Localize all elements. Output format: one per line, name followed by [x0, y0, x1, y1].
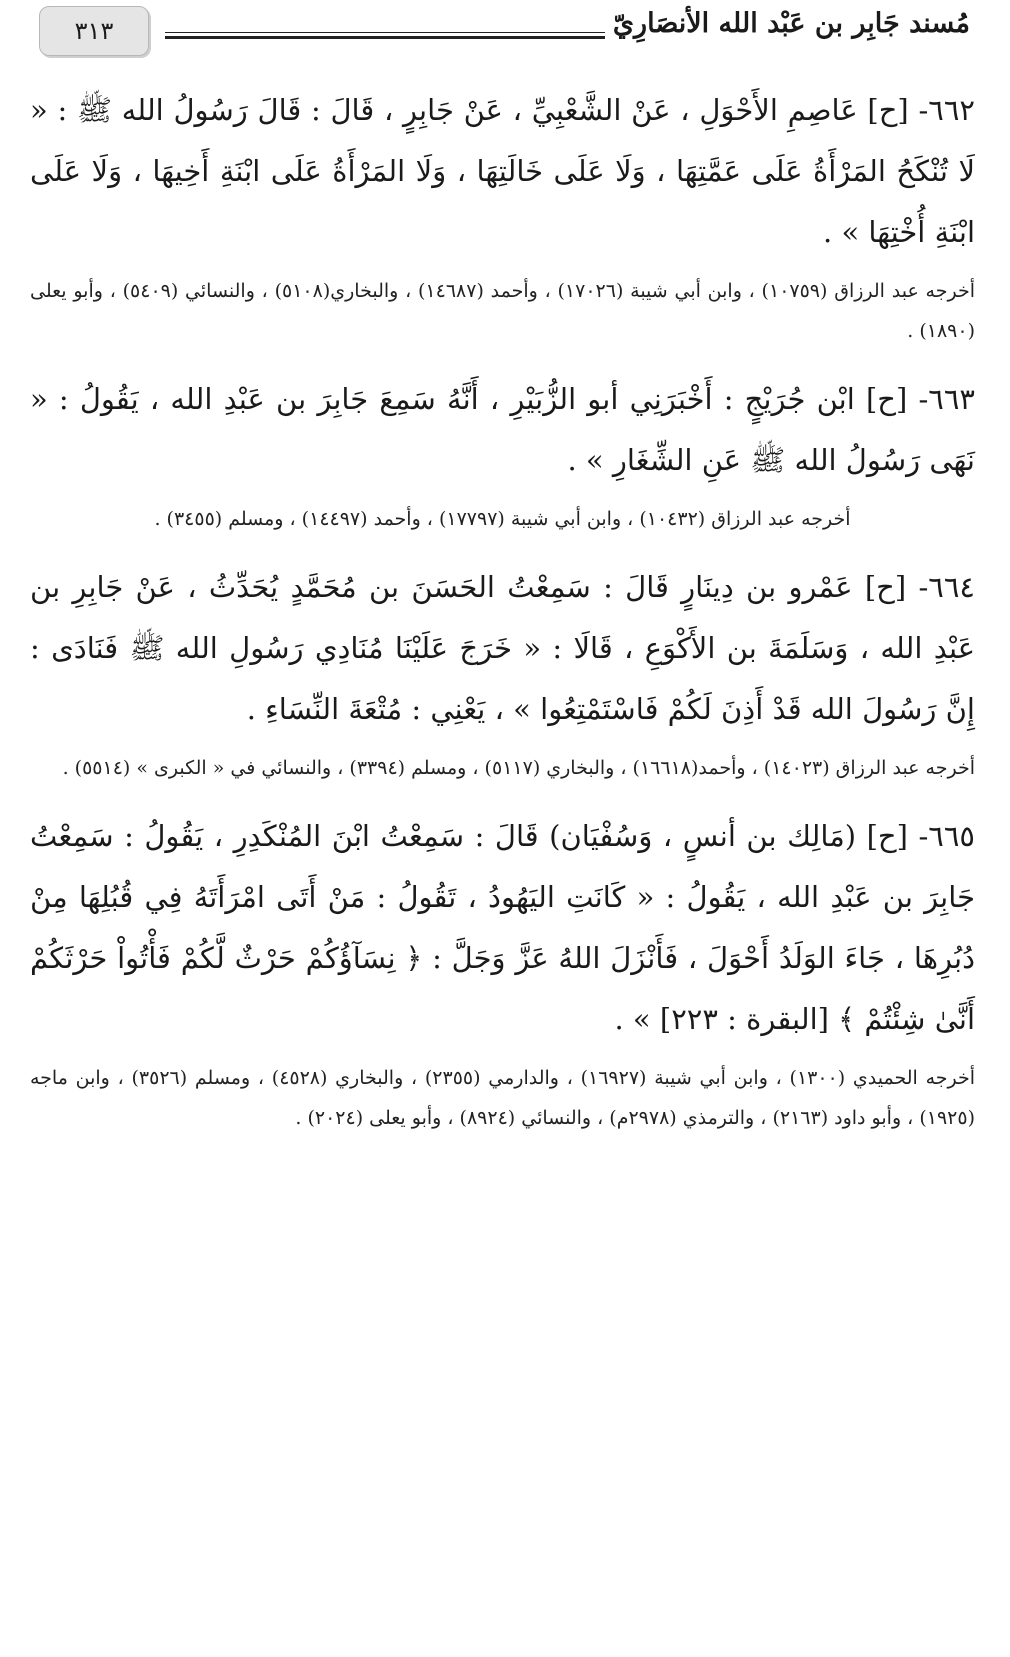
hadith-665: ٦٦٥- [ح] (مَالِك بن أنسٍ ، وَسُفْيَان) قَالَ : سَمِعْتُ ابْنَ المُنْكَدِرِ ، يَقُولُ : سَمِعْتُ جَابِرَ بن عَبْدِ الله ، يَقُولُ : « كَانَتِ اليَهُودُ ، تَقُولُ : مَنْ أَتَى امْرَأَتَهُ فِي قُبُلِهَا مِنْ دُبُرِهَا ، جَاءَ الوَلَدُ أَحْوَلَ ، فَأَنْزَلَ اللهُ عَزَّ وَجَلَّ : ﴿ نِسَآؤُكُمْ حَرْثٌ لَّكُمْ فَأْتُواْ حَرْثَكُمْ أَنَّىٰ شِئْتُمْ ﴾ [البقرة : ٢٢٣] » . [30, 819, 975, 1036]
header-rule-thin [165, 32, 605, 33]
running-title: مُسند جَابِر بن عَبْد الله الأنصَارِيّ [612, 8, 970, 39]
takhrij-663: أخرجه عبد الرزاق (١٠٤٣٢) ، وابن أبي شيبة (١٧٧٩٧) ، وأحمد (١٤٤٩٧) ، ومسلم (٣٤٥٥) . [154, 508, 851, 530]
takhrij-662: أخرجه عبد الرزاق (١٠٧٥٩) ، وابن أبي شيبة (١٧٠٢٦) ، وأحمد (١٤٦٨٧) ، والبخاري(٥١٠٨) ، والنسائي (٥٤٠٩) ، وأبو يعلى (١٨٩٠) . [30, 280, 975, 342]
page-body [30, 80, 975, 1156]
takhrij-665: أخرجه الحميدي (١٣٠٠) ، وابن أبي شيبة (١٦٩٢٧) ، والدارمي (٢٣٥٥) ، والبخاري (٤٥٢٨) ، ومسلم (٣٥٢٦) ، وابن ماجه (١٩٢٥) ، وأبو داود (٢١٦٣) ، والترمذي (٢٩٧٨م) ، والنسائي (٨٩٢٤) ، وأبو يعلى (٢٠٢٤) . [30, 1067, 976, 1129]
hadith-662: ٦٦٢- [ح] عَاصِمِ الأَحْوَلِ ، عَنْ الشَّعْبِيِّ ، عَنْ جَابِرٍ ، قَالَ : قَالَ رَسُولُ الله ﷺ : « لَا تُنْكَحُ المَرْأَةُ عَلَى عَمَّتِهَا ، وَلَا عَلَى خَالَتِهَا ، وَلَا المَرْأَةُ عَلَى ابْنَةِ أَخِيهَا ، وَلَا عَلَى ابْنَةِ أُخْتِهَا » . [30, 93, 975, 249]
hadith-664: ٦٦٤- [ح] عَمْرو بن دِينَارٍ قَالَ : سَمِعْتُ الحَسَنَ بن مُحَمَّدٍ يُحَدِّثُ ، عَنْ جَابِرِ بن عَبْدِ الله ، وَسَلَمَةَ بن الأَكْوَعِ ، قَالَا : « خَرَجَ عَلَيْنَا مُنَادِي رَسُولِ الله ﷺ فَنَادَى : إِنَّ رَسُولَ الله قَدْ أَذِنَ لَكُمْ فَاسْتَمْتِعُوا » ، يَعْنِي : مُتْعَةَ النِّسَاءِ . [30, 570, 975, 726]
takhrij-664: أخرجه عبد الرزاق (١٤٠٢٣) ، وأحمد(١٦٦١٨) ، والبخاري (٥١١٧) ، ومسلم (٣٣٩٤) ، والنسائي في « الكبرى » (٥٥١٤) . [62, 757, 975, 779]
header-rule-thick [165, 36, 605, 39]
hadith-663: ٦٦٣- [ح] ابْن جُرَيْجٍ : أَخْبَرَنِي أبو الزُّبَيْرِ ، أَنَّهُ سَمِعَ جَابِرَ بن عَبْدِ الله ، يَقُولُ : « نَهَى رَسُولُ الله ﷺ عَنِ الشِّغَارِ » . [30, 382, 975, 477]
page-header [35, 0, 970, 62]
page-number-badge: ٣١٣ [39, 6, 149, 56]
